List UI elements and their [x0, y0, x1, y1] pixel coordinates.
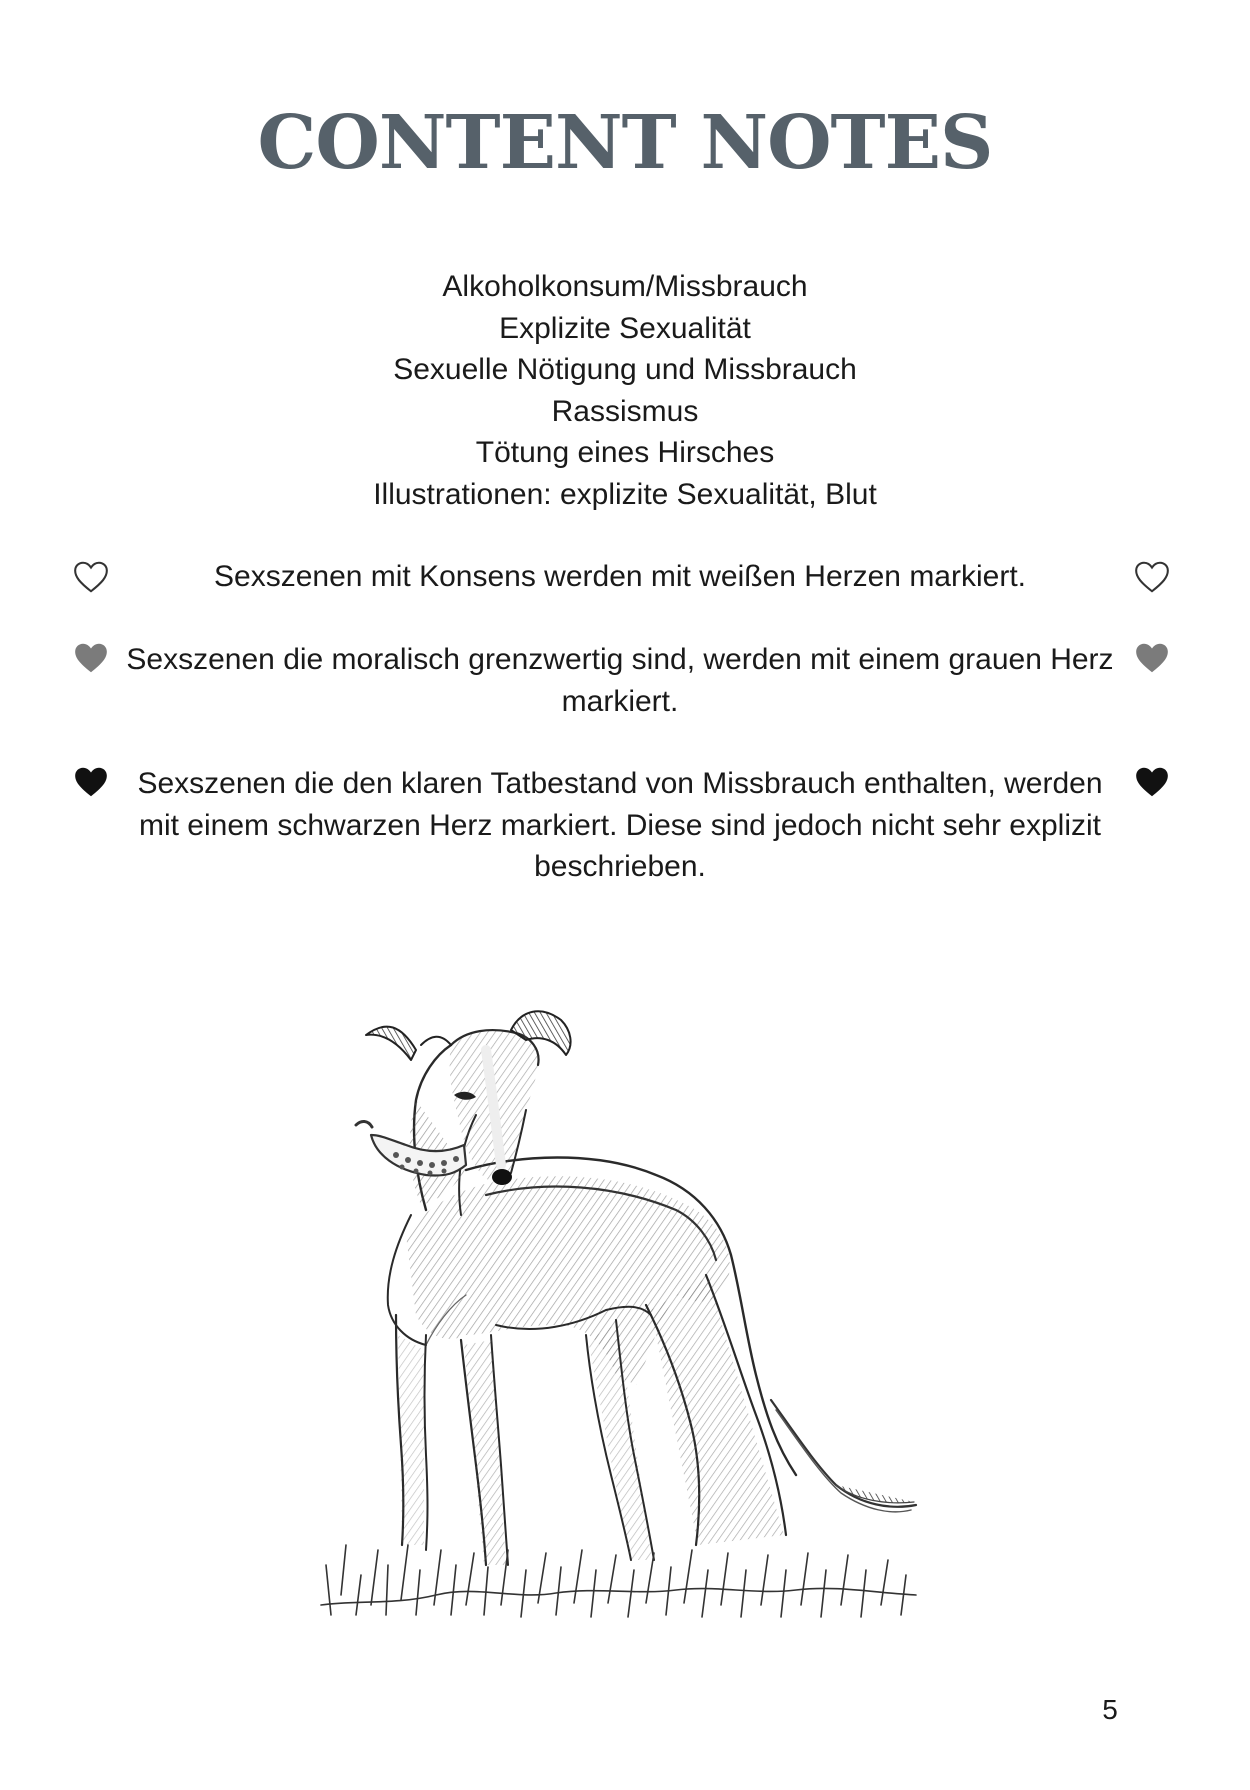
warning-item: Alkoholkonsum/Missbrauch [442, 270, 808, 303]
page-number: 5 [1102, 1694, 1118, 1725]
warning-item: Sexuelle Nötigung und Missbrauch [393, 353, 857, 386]
heart-gray-icon [72, 639, 110, 677]
warning-item: Explizite Sexualität [499, 311, 751, 345]
heart-outline-icon [1133, 558, 1171, 596]
heart-gray-icon [1133, 639, 1171, 677]
heart-outline-icon [72, 558, 110, 596]
legend-text: Sexszenen die den klaren Tatbestand von Missbrauch enthalten, werden mit einem schwarzen Herz markiert. Diese sind jedoch nicht sehr explizit beschrieben. [137, 767, 1103, 883]
warning-item: Rassismus [551, 394, 699, 428]
legend-text: Sexszenen die moralisch grenzwertig sind, werden mit einem grauen Herz markiert. [126, 643, 1114, 718]
heart-black-icon [1133, 763, 1171, 801]
page-title: CONTENT NOTES [257, 100, 993, 186]
heart-black-icon [72, 763, 110, 801]
warning-item: Tötung eines Hirsches [475, 436, 775, 469]
legend-text: Sexszenen mit Konsens werden mit weißen Herzen markiert. [214, 560, 1026, 593]
content-warning-list [0, 266, 1250, 515]
greyhound-sketch-illustration [316, 1005, 996, 1665]
warning-item: Illustrationen: explizite Sexualität, Blut [373, 477, 877, 511]
